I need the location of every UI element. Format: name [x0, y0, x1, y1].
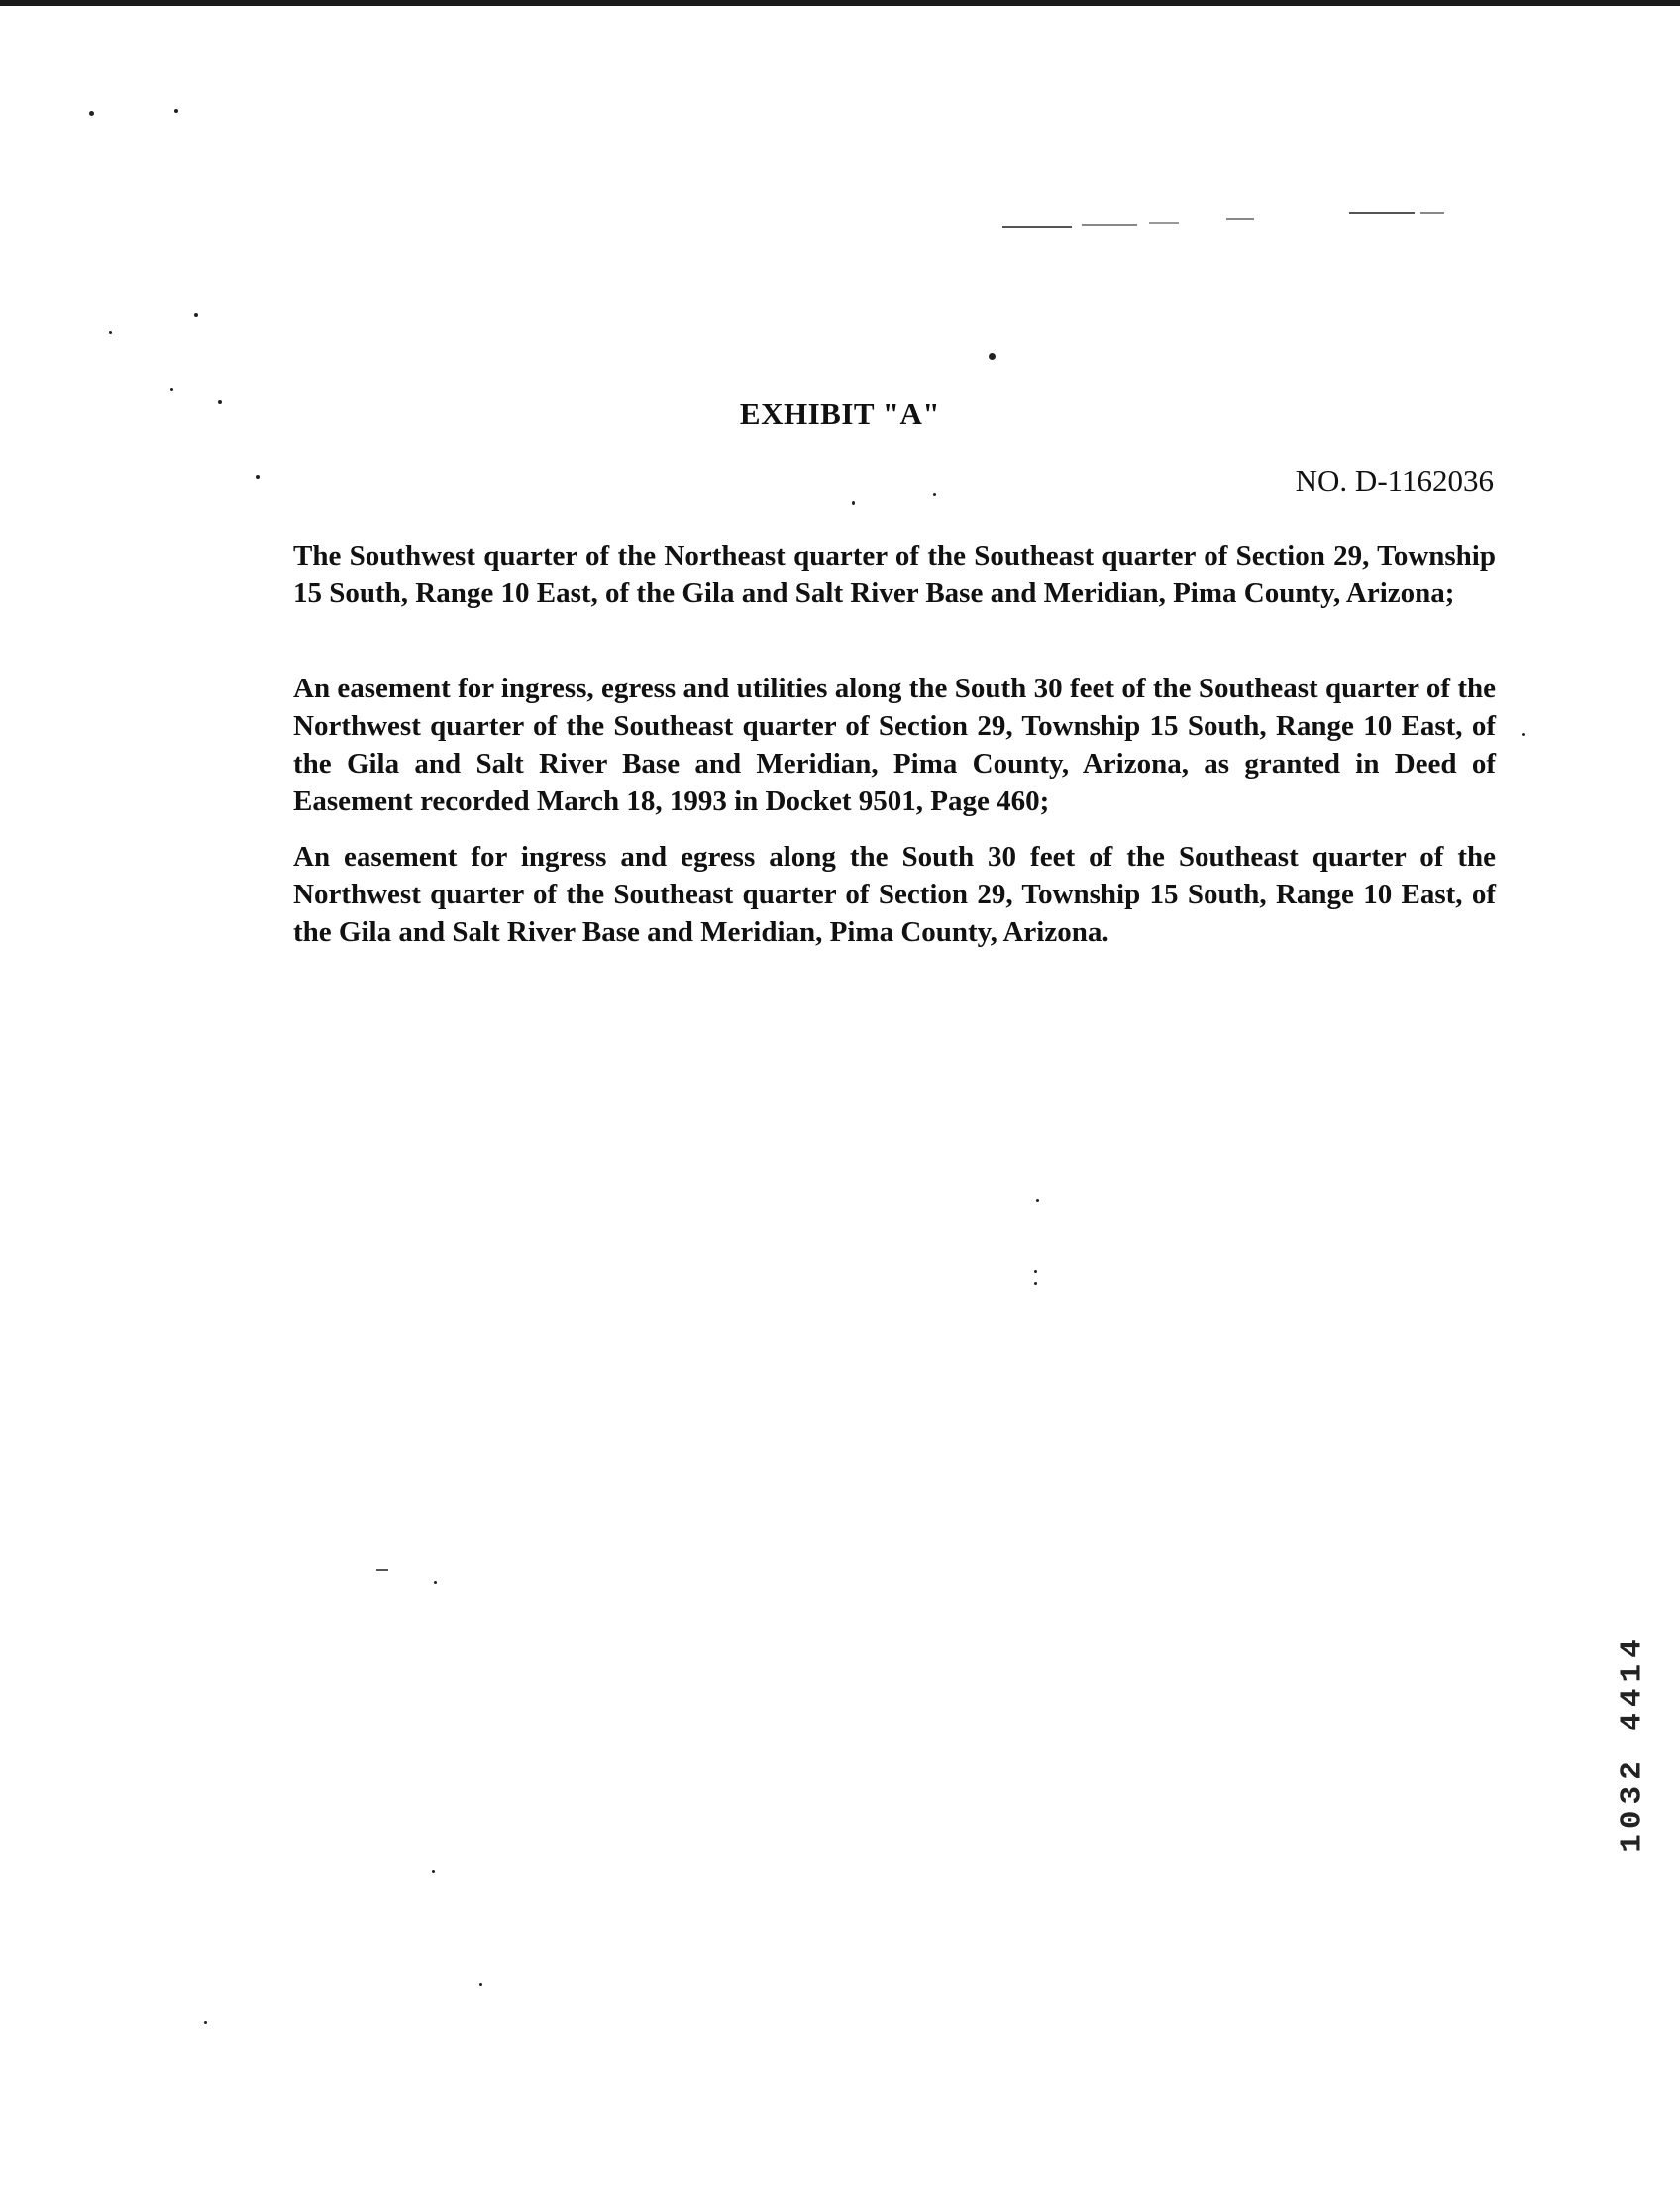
- scan-dash: [1082, 224, 1137, 226]
- scan-dash: [1226, 218, 1254, 220]
- scan-dash: [1002, 226, 1072, 228]
- scan-speck: [1036, 1199, 1039, 1202]
- scan-speck: [933, 493, 936, 496]
- exhibit-title: EXHIBIT "A": [739, 396, 941, 431]
- scan-dash: [376, 1569, 388, 1571]
- utility-easement-paragraph: An easement for ingress, egress and utilities along the South 30 feet of the Southeast quarter of the Northwest quarter of the Southeast quarter of Section 29, Township 15 South, Range 10 East, of the Gila and Salt River Base and Meridian, Pima County, Arizona, as granted in Deed of Easement recorded March 18, 1993 in Docket 9501, Page 460;: [293, 673, 1496, 817]
- scan-speck: [1522, 733, 1525, 736]
- scan-speck: [109, 331, 112, 334]
- scan-speck: [852, 501, 855, 505]
- scan-top-edge: [0, 0, 1680, 6]
- scan-speck: [204, 2021, 207, 2024]
- scan-speck: [194, 313, 198, 317]
- scan-speck: [170, 388, 173, 391]
- access-easement-paragraph: An easement for ingress and egress along the South 30 feet of the Southeast quarter of the Northwest quarter of the Southeast quarter of Section 29, Township 15 South, Range 10 East, of the Gila and Salt River Base and Meridian, Pima County, Arizona.: [293, 841, 1496, 948]
- scan-speck: [989, 353, 996, 360]
- scan-speck: [174, 109, 178, 113]
- document-number: NO. D-1162036: [1295, 464, 1494, 498]
- scan-dash: [1149, 222, 1179, 224]
- scan-speck: [89, 111, 94, 116]
- legal-description-paragraph: The Southwest quarter of the Northeast quarter of the Southeast quarter of Section 29, Township 15 South, Range 10 East, of the Gila and Salt River Base and Meridian, Pima County, Arizona;: [293, 540, 1496, 609]
- scan-speck: [1034, 1270, 1037, 1273]
- scan-speck: [432, 1870, 435, 1873]
- scan-speck: [434, 1581, 437, 1584]
- scan-dash: [1420, 212, 1444, 214]
- scan-speck: [479, 1983, 482, 1986]
- scan-speck: [256, 475, 260, 479]
- margin-stamp-text: 1032 4414: [1615, 1633, 1650, 1853]
- scan-speck: [1034, 1282, 1037, 1285]
- margin-stamp: [1613, 1575, 1652, 1912]
- scan-dash: [1349, 212, 1415, 214]
